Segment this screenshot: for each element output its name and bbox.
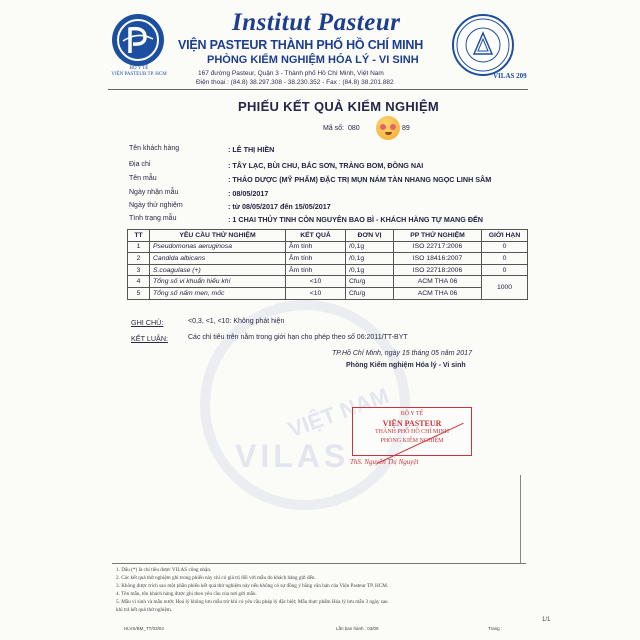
- received-date-value: : 08/05/2017: [228, 189, 269, 198]
- watermark-vilas: VILAS: [235, 438, 350, 474]
- department-name: PHÒNG KIỂM NGHIỆM HÓA LÝ - VI SINH: [207, 54, 419, 66]
- code-value-prefix: 080: [348, 125, 360, 132]
- footnote-1: 1. Dấu (*) là chỉ tiêu được VILAS công nhận.: [116, 567, 212, 573]
- signing-date: TP.Hồ Chí Minh, ngày 15 tháng 05 năm 2017: [332, 350, 472, 357]
- cell-tt: 5: [128, 287, 150, 299]
- footnote-3: 3. Không được trích sao một phần phiếu kết quả thử nghiệm này nếu không có sự đồng ý bằng văn bản của Viện Pasteur TP. HCM.: [116, 583, 389, 589]
- pasteur-logo: [112, 14, 164, 66]
- cell-requirement: Candida albicans: [150, 253, 286, 265]
- cell-method: ACM THA 06: [394, 287, 482, 299]
- table-row: [128, 287, 528, 299]
- cell-requirement: Pseudomonas aeruginosa: [150, 241, 286, 253]
- footnote-5: 5. Mẫu vi sinh và mẫu nước Hoá lý không lưu mẫu trừ khi có yêu cầu pháp lý đặc biệt; Mẫu thực phẩm Hóa lý lưu mẫu 3 ngày sau: [116, 599, 388, 605]
- cell-result: <10: [286, 276, 346, 288]
- stamp-line-2: VIỆN PASTEUR: [382, 419, 442, 428]
- cell-result: <10: [286, 287, 346, 299]
- address: 167 đường Pasteur, Quận 3 - Thành phố Hồ Chí Minh, Việt Nam: [198, 70, 384, 77]
- cell-tt: 2: [128, 253, 150, 265]
- cell-result: Âm tính: [286, 241, 346, 253]
- cell-tt: 1: [128, 241, 150, 253]
- col-header-limit: GIỚI HẠN: [482, 230, 528, 242]
- emoji-sticker-icon: [376, 116, 400, 140]
- cell-method: ISO 22717:2006: [394, 241, 482, 253]
- col-header-unit: ĐƠN VỊ: [346, 230, 394, 242]
- col-header-method: PP THỬ NGHIỆM: [394, 230, 482, 242]
- cell-limit: 0: [482, 241, 528, 253]
- note-value: <0,3, <1, <10: Không phát hiện: [188, 318, 285, 325]
- vilas-number: VILAS 209: [493, 72, 527, 80]
- results-table: [127, 229, 528, 300]
- pasteur-logo-icon: [115, 17, 161, 63]
- table-row: [128, 276, 528, 288]
- edition: Lần ban hành : 03/09: [336, 626, 379, 631]
- cell-requirement: S.coagulase (+): [150, 264, 286, 276]
- institute-name: Institut Pasteur: [232, 9, 401, 36]
- signing-department: Phòng Kiểm nghiệm Hóa lý - Vi sinh: [346, 362, 466, 369]
- customer-name-value: : LÊ THỊ HIỀN: [228, 145, 275, 154]
- margin-divider: [520, 475, 521, 563]
- phone-fax: Điện thoại : (84.8) 38.297.308 - 38.230.352 - Fax : (84.8) 38.201.882: [196, 79, 394, 86]
- stamp-line-1: BỘ Y TẾ: [400, 411, 424, 417]
- cell-unit: /0,1g: [346, 264, 394, 276]
- cell-unit: /0,1g: [346, 253, 394, 265]
- cell-tt: 4: [128, 276, 150, 288]
- code-label: Mã số:: [323, 125, 345, 132]
- sample-status-label: Tình trạng mẫu: [129, 215, 177, 222]
- header-divider: [108, 89, 528, 90]
- cell-unit: Cfu/g: [346, 287, 394, 299]
- table-header-row: [128, 230, 528, 242]
- cell-limit-merged: 1000: [482, 276, 528, 299]
- cell-method: ACM THA 06: [394, 276, 482, 288]
- received-date-label: Ngày nhận mẫu: [129, 189, 179, 196]
- page-label: Trang :: [488, 626, 503, 631]
- cell-unit: Cfu/g: [346, 276, 394, 288]
- official-stamp: [352, 407, 472, 456]
- signer-name: ThS. Nguyễn Thị Nguyệt: [350, 458, 419, 466]
- watermark-country: VIỆT NAM: [284, 382, 393, 443]
- page-number: 1/1: [542, 617, 551, 623]
- address-label: Địa chỉ: [129, 161, 151, 168]
- conclusion-value: Các chỉ tiêu trên nằm trong giới hạn cho phép theo số 06:2011/TT-BYT: [188, 334, 408, 341]
- footer-divider: [112, 563, 526, 564]
- stamp-line-3: THÀNH PHỐ HỒ CHÍ MINH: [375, 429, 449, 435]
- logo-caption-line-2: VIỆN PASTEUR TP. HCM: [111, 72, 167, 77]
- note-label: GHI CHÚ:: [131, 318, 164, 327]
- cell-tt: 3: [128, 264, 150, 276]
- stamp-line-4: PHÒNG KIỂM NGHIỆM: [380, 438, 444, 444]
- form-code: HLVS/BM_TT/03/04: [124, 626, 164, 631]
- sample-name-label: Tên mẫu: [129, 175, 157, 182]
- test-date-value: : từ 08/05/2017 đến 15/05/2017: [228, 202, 331, 211]
- test-date-label: Ngày thử nghiệm: [129, 202, 183, 209]
- col-header-requirement: YÊU CẦU THỬ NGHIỆM: [150, 230, 286, 242]
- logo-caption: [104, 66, 174, 78]
- cell-limit: 0: [482, 253, 528, 265]
- cell-result: Âm tính: [286, 253, 346, 265]
- table-row: [128, 253, 528, 265]
- logo-caption-line-1: BỘ Y TẾ: [129, 66, 149, 71]
- cell-requirement: Tổng số vi khuẩn hiếu khí: [150, 276, 286, 288]
- accreditation-seal-icon: [454, 16, 512, 74]
- address-value: : TÂY LẠC, BÙI CHU, BẮC SƠN, TRẢNG BOM, ĐỒNG NAI: [228, 161, 424, 170]
- customer-name-label: Tên khách hàng: [129, 145, 180, 152]
- cell-unit: /0,1g: [346, 241, 394, 253]
- cell-requirement: Tổng số nấm men, mốc: [150, 287, 286, 299]
- table-row: [128, 241, 528, 253]
- col-header-tt: TT: [128, 230, 150, 242]
- conclusion-label: KẾT LUẬN:: [131, 334, 169, 343]
- cell-method: ISO 18416:2007: [394, 253, 482, 265]
- footnote-6: khi trả kết quả thử nghiệm.: [116, 607, 173, 613]
- accreditation-seal: [452, 14, 514, 76]
- sample-name-value: : THẢO DƯỢC (MỸ PHẨM) ĐẶC TRỊ MỤN NÁM TÀN NHANG NGỌC LINH SÂM: [228, 175, 492, 184]
- footnote-2: 2. Các kết quả thử nghiệm ghi trong phiếu này chỉ có giá trị đối với mẫu do khách hàng gửi đến.: [116, 575, 316, 581]
- col-header-result: KẾT QUẢ: [286, 230, 346, 242]
- sample-status-value: : 1 CHAI THỦY TINH CÒN NGUYÊN BAO BÌ - KHÁCH HÀNG TỰ MANG ĐẾN: [228, 215, 483, 224]
- cell-limit: 0: [482, 264, 528, 276]
- footnote-4: 4. Tên mẫu, tên khách hàng được ghi theo yêu cầu của nơi gửi mẫu.: [116, 591, 257, 597]
- document-title: PHIẾU KẾT QUẢ KIỂM NGHIỆM: [238, 99, 440, 114]
- cell-method: ISO 22718:2006: [394, 264, 482, 276]
- cell-result: Âm tính: [286, 264, 346, 276]
- table-row: [128, 264, 528, 276]
- code-value-suffix: 89: [402, 125, 410, 132]
- institute-city-name: VIỆN PASTEUR THÀNH PHỐ HỒ CHÍ MINH: [178, 38, 424, 52]
